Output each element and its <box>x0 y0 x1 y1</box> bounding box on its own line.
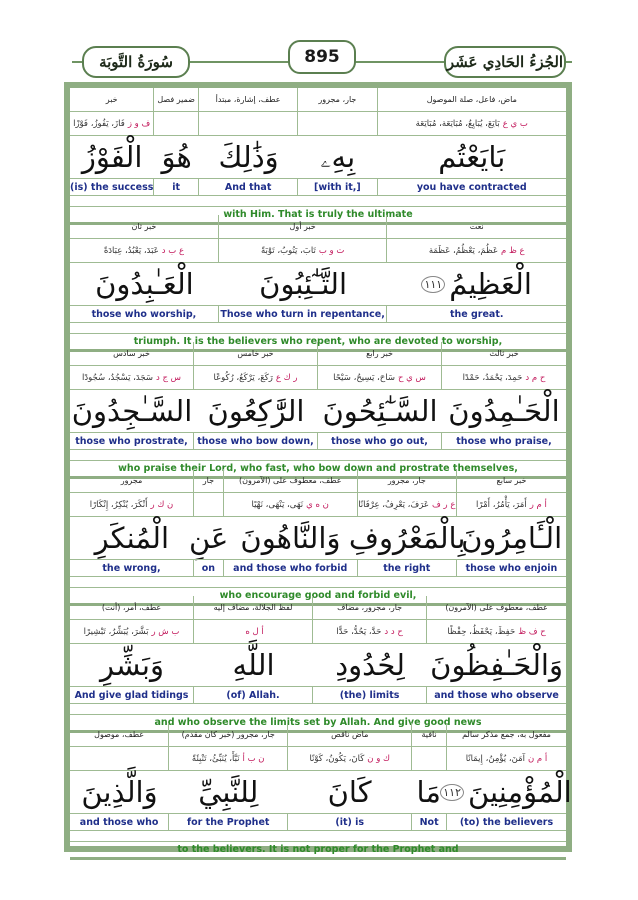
arabic-word <box>70 390 194 432</box>
arabic-text: الْفَوْزُ <box>81 140 143 174</box>
grammar-cell: جار، مجرور <box>298 88 377 112</box>
arabic-text: بِهِۦ <box>320 139 356 174</box>
root-letters: ح م د <box>525 372 546 383</box>
root-letters: ن ب أ <box>242 753 265 764</box>
derived-forms: حَمِدَ، يَحْمَدُ، حَمْدًا <box>462 372 523 383</box>
arabic-text: لِحُدُودِ <box>335 648 405 682</box>
grammar-cell: نعت <box>387 215 566 239</box>
arabic-word <box>70 136 154 178</box>
root-letters: أ م ن <box>527 753 548 764</box>
arabic-text: اللَّهِ <box>232 648 275 682</box>
arabic-word <box>457 517 566 559</box>
derived-forms: فَازَ، يَفُوزُ، فَوْزًا <box>73 118 125 129</box>
root-cell <box>378 112 566 136</box>
grammar-cell: جار، مجرور (خبر كان مقدم) <box>169 723 288 747</box>
root-cell <box>412 747 447 771</box>
arabic-word <box>442 390 566 432</box>
english-word: for the Prophet <box>169 813 288 831</box>
root-row <box>70 620 566 644</box>
arabic-text: وَالنَّاهُونَ <box>240 521 341 555</box>
root-letters: ع ب د <box>161 245 185 256</box>
grammar-cell: جار <box>194 469 224 493</box>
arabic-text: وَالَّذِينَ <box>81 775 158 809</box>
root-cell <box>387 239 566 263</box>
grammar-cell: خبر سابع <box>457 469 566 493</box>
grammar-cell: نافية <box>412 723 447 747</box>
grammar-row <box>70 723 566 747</box>
arabic-word <box>411 771 446 813</box>
arabic-row <box>70 771 572 813</box>
root-cell <box>318 366 442 390</box>
translation-text: with Him. That is truly the ultimate <box>70 206 566 225</box>
grammar-cell: خبر ثان <box>70 215 219 239</box>
grammar-cell: عطف، إشارة، مبتدأ <box>199 88 298 112</box>
root-cell <box>194 620 313 644</box>
page-header <box>72 40 572 84</box>
arabic-word <box>199 136 298 178</box>
derived-forms: رَكَعَ، يَرْكَعُ، رُكُوعًا <box>213 372 273 383</box>
english-word: (to) the believers <box>447 813 566 831</box>
arabic-word <box>70 263 219 305</box>
grammar-row <box>70 88 566 112</box>
arabic-word <box>443 771 572 813</box>
grammar-cell: ماض، فاعل، صلة الموصول <box>378 88 566 112</box>
grammar-cell: خبر أول <box>219 215 388 239</box>
grammar-cell: مفعول به، جمع مذكر سالم <box>447 723 566 747</box>
derived-forms: آمَنَ، يُؤْمِنُ، إِيمَانًا <box>465 753 525 764</box>
root-row <box>70 366 566 390</box>
arabic-word <box>427 644 566 686</box>
root-letters: أ م ر <box>529 499 547 510</box>
grammar-cell: عطف، معطوف على (الآمرون) <box>427 596 566 620</box>
root-letters: ح ف ظ <box>518 626 546 637</box>
verse-group <box>70 88 566 220</box>
root-cell <box>313 620 427 644</box>
root-cell <box>70 239 219 263</box>
root-cell <box>442 366 566 390</box>
arabic-text: الْحَـٰمِدُونَ <box>448 394 560 428</box>
english-word: those who go out, <box>318 432 442 450</box>
verse-group <box>70 215 566 347</box>
arabic-word <box>318 390 442 432</box>
translation-text: triumph. It is the believers who repent, who are devoted to worship, <box>70 333 566 352</box>
derived-forms: كَانَ، يَكُونُ، كَوْنًا <box>309 753 365 764</box>
grammar-cell: خبر <box>70 88 154 112</box>
english-word: those who praise, <box>442 432 566 450</box>
derived-forms: أَنْكَرَ، يُنْكِرُ، إِنْكَارًا <box>89 499 148 510</box>
grammar-row <box>70 469 566 493</box>
root-cell <box>70 620 194 644</box>
grammar-cell: جار، مجرور، مضاف <box>313 596 427 620</box>
derived-forms: بَايَعَ، يُبَايِعُ، مُبَايَعَة، مُبَايَعَة <box>415 118 500 129</box>
arabic-text: وَذَٰلِكَ <box>218 140 279 174</box>
root-cell <box>194 366 318 390</box>
arabic-row <box>70 136 566 178</box>
arabic-text: وَبَشِّرِ <box>100 648 164 682</box>
root-letters: ب ش ر <box>151 626 180 637</box>
english-word: the right <box>358 559 457 577</box>
derived-forms: عَرَفَ، يَعْرِفُ، عِرْفَانًا <box>358 499 429 510</box>
root-cell <box>224 493 358 517</box>
root-cell <box>358 493 457 517</box>
translation-text: who praise their Lord, who fast, who bow down and prostrate themselves, <box>70 460 566 479</box>
arabic-word <box>169 771 288 813</box>
grammar-cell: جار، مجرور <box>358 469 457 493</box>
english-row <box>70 559 566 577</box>
arabic-word <box>288 771 412 813</box>
grammar-row <box>70 215 566 239</box>
root-letters: ن ه ي <box>306 499 329 510</box>
juz-title: الجُزءُ الحَادِي عَشَر <box>444 46 566 78</box>
root-cell <box>298 112 377 136</box>
ayah-number: ١١١ <box>421 276 445 293</box>
ayah-number: ١١٢ <box>440 784 464 801</box>
derived-forms: بَشَّرَ، يُبَشِّرُ، تَبْشِيرًا <box>83 626 149 637</box>
derived-forms: تَابَ، يَتُوبُ، تَوْبَةً <box>260 245 316 256</box>
root-letters: س ج د <box>155 372 182 383</box>
grammar-cell: خبر خامس <box>194 342 318 366</box>
arabic-text: الْعَظِيمُ <box>449 267 532 301</box>
grammar-cell: عطف، معطوف على (الآمرون) <box>224 469 358 493</box>
grammar-cell: مجرور <box>70 469 194 493</box>
derived-forms: أَمَرَ، يَأْمُرُ، أَمْرًا <box>476 499 527 510</box>
english-word: (of) Allah. <box>194 686 313 704</box>
arabic-text: السَّـٰجِدُونَ <box>71 394 193 428</box>
english-word: the wrong, <box>70 559 194 577</box>
english-word: on <box>194 559 224 577</box>
arabic-text: لِلنَّبِيِّ <box>198 775 259 809</box>
english-word: those who bow down, <box>194 432 318 450</box>
derived-forms: حَدَّ، يَحُدُّ، حَدًّا <box>336 626 382 637</box>
root-letters: ك و ن <box>367 753 391 764</box>
english-row <box>70 432 566 450</box>
arabic-word <box>378 136 566 178</box>
arabic-text: الْمُنكَرِ <box>94 521 170 555</box>
root-cell <box>447 747 566 771</box>
english-word: (is) the success <box>70 178 154 196</box>
english-word: (the) limits <box>313 686 427 704</box>
derived-forms: حَفِظَ، يَحْفَظُ، حِفْظًا <box>447 626 516 637</box>
page-frame <box>64 82 572 855</box>
arabic-text: بِالْمَعْرُوفِ <box>348 521 466 555</box>
arabic-row <box>70 517 566 559</box>
arabic-word <box>298 136 377 178</box>
english-word: [with it,] <box>298 178 377 196</box>
english-word: those who prostrate, <box>70 432 194 450</box>
arabic-word <box>194 390 318 432</box>
root-cell <box>70 493 194 517</box>
verse-group <box>70 469 566 601</box>
root-cell <box>457 493 566 517</box>
root-letters: ح د د <box>384 626 403 637</box>
root-cell <box>288 747 412 771</box>
english-word: the great. <box>387 305 566 323</box>
grammar-cell: ماض ناقص <box>288 723 412 747</box>
root-cell <box>154 112 199 136</box>
derived-forms: سَجَدَ، يَسْجُدُ، سُجُودًا <box>81 372 153 383</box>
arabic-text: وَالْحَـٰفِظُونَ <box>430 648 563 682</box>
grammar-cell: خبر رابع <box>318 342 442 366</box>
derived-forms: نَهَى، يَنْهَى، نَهْيًا <box>251 499 304 510</box>
english-row <box>70 305 566 323</box>
grammar-row <box>70 596 566 620</box>
verse-group <box>70 596 566 728</box>
root-row <box>70 239 566 263</box>
arabic-row <box>70 390 566 432</box>
page-number: 895 <box>288 40 356 74</box>
english-row <box>70 178 566 196</box>
verse-group <box>70 342 566 474</box>
english-word: it <box>154 178 199 196</box>
arabic-word <box>219 263 388 305</box>
arabic-text: الْعَـٰبِدُونَ <box>95 267 194 301</box>
derived-forms: نَبَّأَ، يُنَبِّئُ، تَنْبِئَةً <box>191 753 240 764</box>
translation-text: who encourage good and forbid evil, <box>70 587 566 606</box>
arabic-word <box>188 517 229 559</box>
grammar-cell: ضمير فصل <box>154 88 199 112</box>
english-word: And that <box>199 178 298 196</box>
root-row <box>70 493 566 517</box>
root-letters: ت و ب <box>318 245 345 256</box>
root-letters: ع ظ م <box>501 245 525 256</box>
root-letters: ر ك ع <box>275 372 298 383</box>
root-letters: ب ي ع <box>502 118 528 129</box>
page-content <box>70 88 572 855</box>
arabic-text: مَا <box>416 775 441 809</box>
root-row <box>70 112 566 136</box>
arabic-word <box>70 644 194 686</box>
root-cell <box>427 620 566 644</box>
root-letters: س ي ح <box>397 372 426 383</box>
derived-forms: عَبَدَ، يَعْبُدُ، عِبَادَةً <box>103 245 159 256</box>
verse-group <box>70 723 572 855</box>
root-cell <box>199 112 298 136</box>
arabic-word <box>348 517 466 559</box>
root-cell <box>219 239 388 263</box>
arabic-word <box>224 517 358 559</box>
arabic-text: بَايَعْتُم <box>438 140 506 174</box>
english-word: And give glad tidings <box>70 686 194 704</box>
arabic-row <box>70 644 566 686</box>
arabic-text: هُوَ <box>161 140 192 174</box>
grammar-cell: عطف، موصول <box>70 723 169 747</box>
arabic-row <box>70 263 566 305</box>
arabic-text: التَّـٰٓئِبُونَ <box>259 267 348 301</box>
root-cell <box>194 493 224 517</box>
arabic-word <box>70 771 169 813</box>
root-letters: ف و ز <box>127 118 151 129</box>
english-word: those who enjoin <box>457 559 566 577</box>
root-cell <box>70 747 169 771</box>
arabic-text: كَانَ <box>327 775 372 809</box>
english-word: and those who forbid <box>224 559 358 577</box>
grammar-cell: لفظ الجلالة، مضاف إليه <box>194 596 313 620</box>
arabic-text: الْـَٔامِرُونَ <box>461 521 563 555</box>
arabic-word <box>387 263 566 305</box>
arabic-word <box>194 644 313 686</box>
grammar-cell: عطف، أمر، (أنت) <box>70 596 194 620</box>
arabic-text: الْمُؤْمِنِينَ <box>467 775 572 809</box>
english-word: Those who turn in repentance, <box>219 305 388 323</box>
english-row <box>70 813 566 831</box>
arabic-word <box>313 644 427 686</box>
root-letters: ن ك ر <box>150 499 174 510</box>
arabic-word <box>154 136 199 178</box>
arabic-text: السَّـٰٓئِحُونَ <box>322 394 438 428</box>
arabic-word <box>70 517 194 559</box>
root-letters: ع ر ف <box>432 499 456 510</box>
grammar-cell: خبر سادس <box>70 342 194 366</box>
arabic-text: عَنِ <box>188 521 229 555</box>
translation-text: to the believers. It is not proper for the Prophet and <box>70 841 566 860</box>
english-word: you have contracted <box>378 178 566 196</box>
derived-forms: عَظُمَ، يَعْظُمُ، عَظَمَة <box>428 245 499 256</box>
english-word: Not <box>412 813 447 831</box>
arabic-text: الرَّٰكِعُونَ <box>207 394 305 428</box>
root-cell <box>169 747 288 771</box>
grammar-cell: خبر ثالث <box>442 342 566 366</box>
root-letters: أ ل ه <box>245 626 264 637</box>
english-word: (it) is <box>288 813 412 831</box>
grammar-row <box>70 342 566 366</box>
english-word: those who worship, <box>70 305 219 323</box>
english-word: and those who observe <box>427 686 566 704</box>
root-cell <box>70 366 194 390</box>
translation-text: and who observe the limits set by Allah. And give good news <box>70 714 566 733</box>
derived-forms: سَاحَ، يَسِيحُ، سَيْحًا <box>333 372 395 383</box>
english-word: and those who <box>70 813 169 831</box>
english-row <box>70 686 566 704</box>
root-row <box>70 747 566 771</box>
surah-title: سُورَةُ التَّوبَة <box>82 46 190 78</box>
root-cell <box>70 112 154 136</box>
